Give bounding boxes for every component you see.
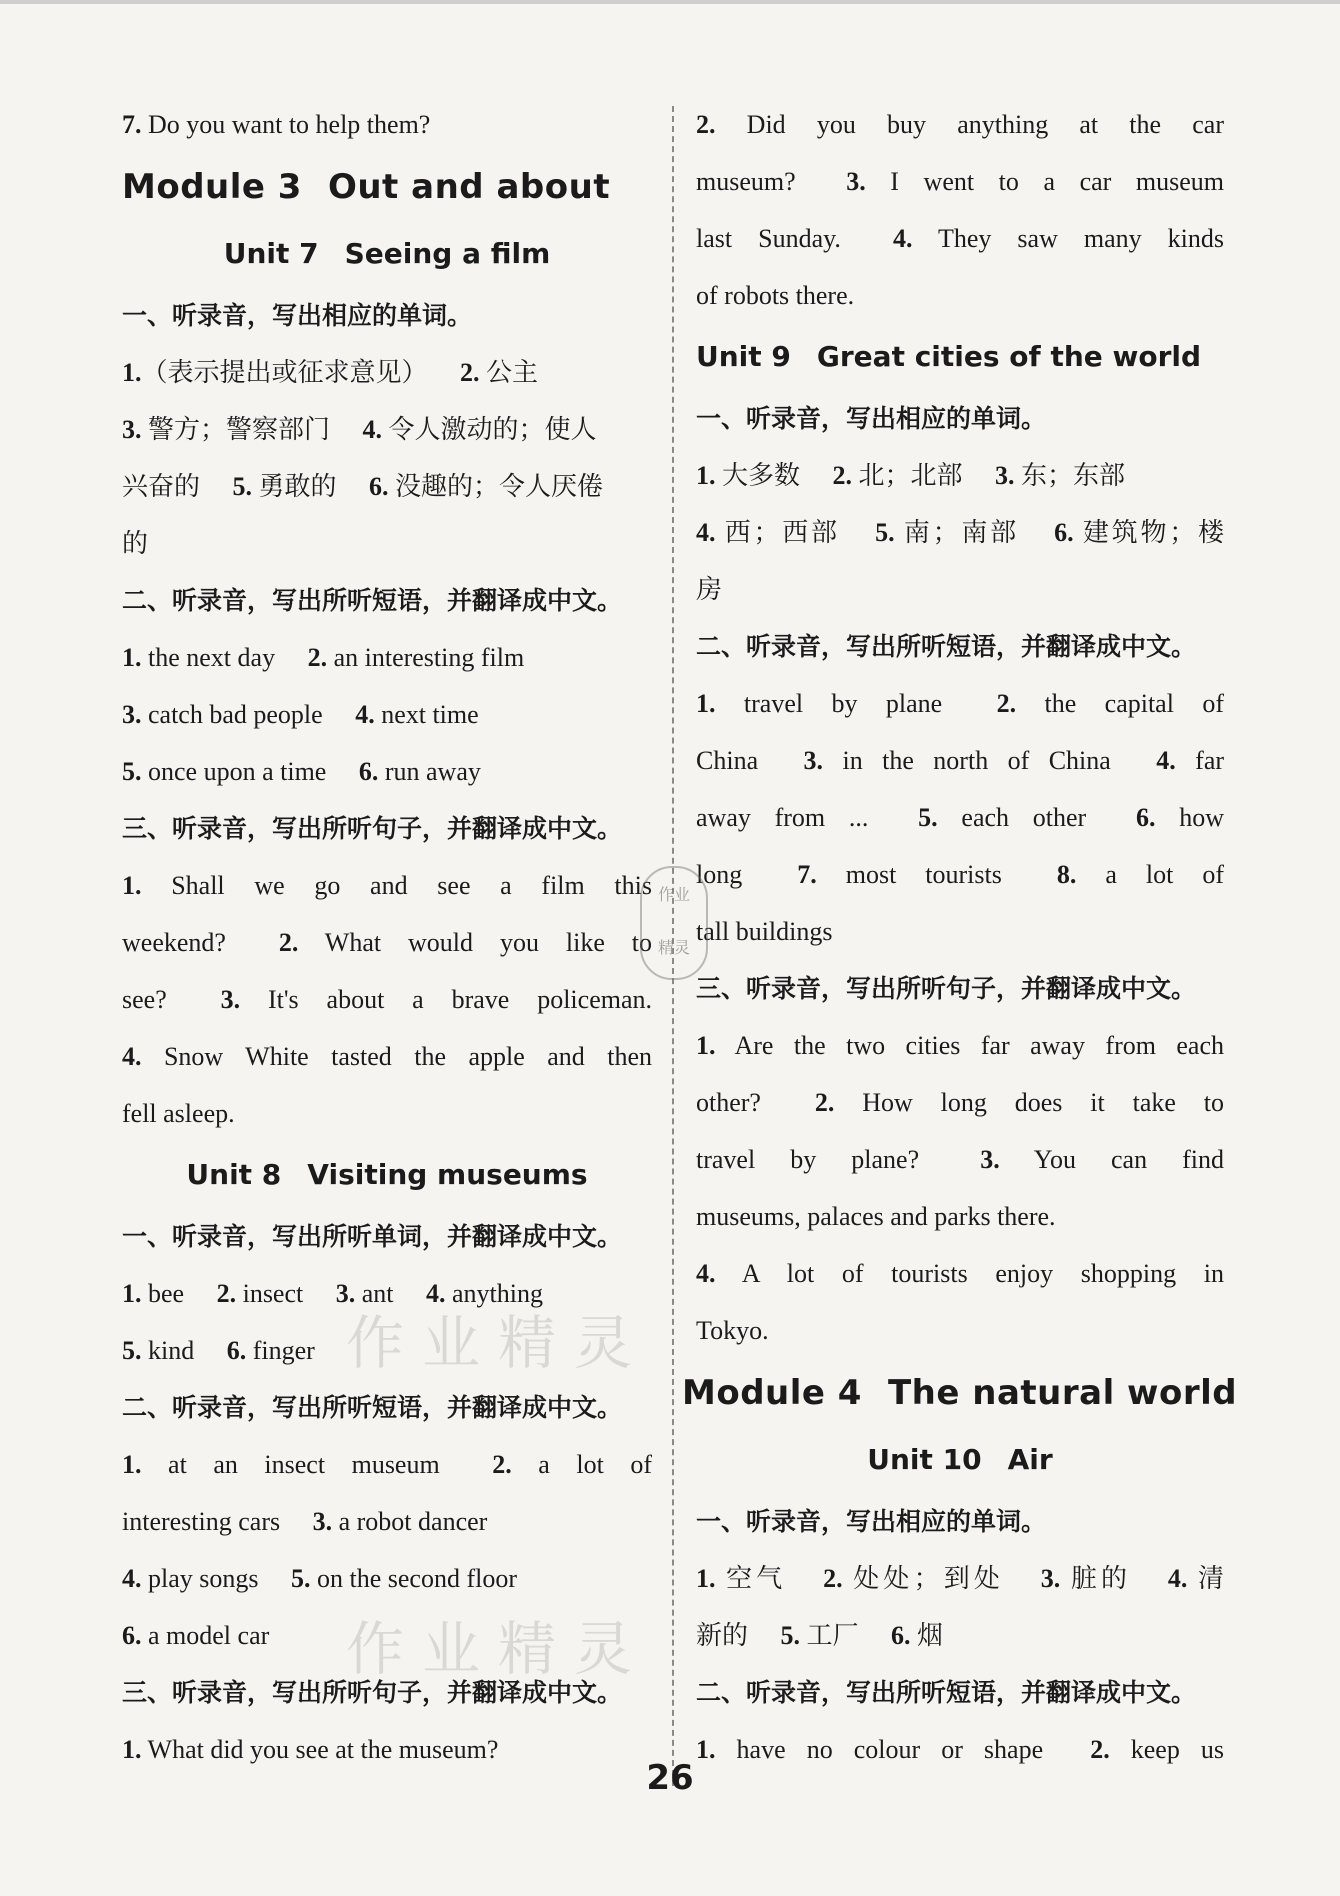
item-number: 6.	[1054, 518, 1074, 547]
item-text: next time	[374, 700, 479, 729]
item-text: They saw many kinds	[912, 224, 1224, 253]
answer-line	[696, 846, 1224, 903]
item-text: 南；南部	[894, 518, 1019, 547]
item-number: 1.	[696, 689, 716, 718]
item-text: 警方；警察部门	[141, 415, 331, 444]
item-text: 空气	[715, 1564, 787, 1593]
answer-line	[696, 1550, 1224, 1607]
item-text: 清	[1187, 1564, 1224, 1593]
item-text: （表示提出或征求意见）	[141, 358, 428, 387]
item-text: You can find	[999, 1145, 1224, 1174]
item-text: Shall we go and see a film this	[141, 871, 652, 900]
item-text: the capital of	[1016, 689, 1224, 718]
answer-block	[122, 344, 652, 572]
item-text: at an insect museum	[141, 1450, 440, 1479]
item-text: 新的	[696, 1621, 749, 1650]
item-text: 令人激动的；使人	[382, 415, 597, 444]
section-title: 二、听录音，写出所听短语，并翻译成中文。	[122, 586, 623, 615]
item-text: Did you buy anything at the car	[715, 110, 1224, 139]
answer-line	[696, 447, 1224, 504]
item-number: 4.	[892, 224, 913, 253]
item-number: 5.	[291, 1564, 311, 1593]
item-text: 的	[122, 529, 149, 558]
item-number: 2.	[307, 643, 328, 672]
item-text: a lot of	[1076, 860, 1224, 889]
item-text: last Sunday.	[696, 224, 841, 253]
item-number: 4.	[696, 518, 716, 547]
item-text: of robots there.	[696, 281, 855, 310]
item-text: each other	[937, 803, 1087, 832]
item-text: travel by plane?	[696, 1145, 920, 1174]
answer-line	[122, 1550, 652, 1607]
section-title: 三、听录音，写出所听句子，并翻译成中文。	[696, 974, 1197, 1003]
answer-line	[696, 1074, 1224, 1131]
answer-block	[696, 96, 1224, 324]
item-number: 3.	[312, 1507, 333, 1536]
unit-heading: Unit 9 Great cities of the world	[696, 340, 1202, 373]
item-number: 3.	[1040, 1564, 1061, 1593]
item-text: A lot of tourists enjoy shopping in	[715, 1259, 1224, 1288]
item-number: 2.	[278, 928, 299, 957]
answer-line	[696, 153, 1224, 210]
item-text: 没趣的；令人厌倦	[388, 472, 604, 501]
answer-line	[122, 1493, 652, 1550]
answer-line	[696, 1017, 1224, 1074]
item-text: a lot of	[511, 1450, 652, 1479]
item-text: 北；北部	[852, 461, 963, 490]
item-text: 勇敢的	[252, 472, 337, 501]
answer-line	[696, 96, 1224, 153]
item-text: have no colour or shape	[715, 1735, 1044, 1764]
item-number: 1.	[122, 1450, 142, 1479]
item-number: 2.	[832, 461, 853, 490]
item-number: 1.	[696, 1735, 716, 1764]
item-text: I went to a car museum	[865, 167, 1224, 196]
answer-line	[696, 732, 1224, 789]
item-number: 4.	[362, 415, 383, 444]
item-text: far	[1175, 746, 1224, 775]
item-text: kind	[141, 1336, 195, 1365]
item-text: play songs	[141, 1564, 259, 1593]
item-text: 兴奋的	[122, 472, 201, 501]
item-number: 6.	[122, 1621, 142, 1650]
item-text: 烟	[910, 1621, 944, 1650]
item-text: It's about a brave policeman.	[240, 985, 652, 1014]
page-top-rule	[0, 0, 1340, 4]
item-text: long	[696, 860, 743, 889]
page-number: 26	[646, 1758, 694, 1798]
section-title: 一、听录音，写出相应的单词。	[122, 301, 473, 330]
answer-line	[122, 458, 652, 515]
item-text: 公主	[479, 358, 539, 387]
left-column	[122, 96, 652, 1778]
unit-heading: Unit 7 Seeing a film	[223, 237, 551, 270]
item-text: Are the two cities far away from each	[715, 1031, 1224, 1060]
item-text: 东；东部	[1014, 461, 1126, 490]
answer-line	[696, 561, 1224, 618]
section-title: 一、听录音，写出相应的单词。	[696, 404, 1047, 433]
item-text: 处处；到处	[842, 1564, 1005, 1593]
answer-line	[122, 1436, 652, 1493]
unit-heading: Unit 10 Air	[867, 1443, 1053, 1476]
item-number: 5.	[918, 803, 938, 832]
answer-line	[696, 1302, 1224, 1359]
item-text: 建筑物；楼	[1073, 518, 1224, 547]
item-text: away from ...	[696, 803, 869, 832]
item-text: in the north of China	[823, 746, 1111, 775]
item-text: most tourists	[816, 860, 1002, 889]
section-title: 二、听录音，写出所听短语，并翻译成中文。	[696, 632, 1197, 661]
item-number: 5.	[232, 472, 253, 501]
answer-line	[696, 1607, 1224, 1664]
unit-heading: Unit 8 Visiting museums	[186, 1158, 588, 1191]
answer-block	[696, 675, 1224, 960]
answer-line	[122, 515, 652, 572]
item-text: 西；西部	[715, 518, 840, 547]
item-number: 2.	[996, 689, 1017, 718]
item-text: museums, palaces and parks there.	[696, 1202, 1056, 1231]
item-number: 1.	[696, 1564, 716, 1593]
item-text: see?	[122, 985, 167, 1014]
item-text: bee	[141, 1279, 185, 1308]
item-number: 1.	[696, 461, 716, 490]
item-text: weekend?	[122, 928, 226, 957]
item-number: 3.	[846, 167, 866, 196]
answer-line	[696, 210, 1224, 267]
item-text: once upon a time	[141, 757, 327, 786]
watermark-stamp: 作业 精灵	[640, 866, 708, 980]
section-title: 一、听录音，写出所听单词，并翻译成中文。	[122, 1222, 623, 1251]
item-text: other?	[696, 1088, 761, 1117]
answer-line	[696, 675, 1224, 732]
item-number: 1.	[122, 643, 142, 672]
item-number: 6.	[1135, 803, 1156, 832]
answer-line	[696, 789, 1224, 846]
module-heading: Module 3 Out and about	[122, 167, 611, 207]
item-number: 3.	[803, 746, 824, 775]
item-number: 1.	[122, 1279, 142, 1308]
item-number: 2.	[814, 1088, 835, 1117]
item-text: What would you like to	[298, 928, 652, 957]
answer-line	[696, 903, 1224, 960]
item-number: 2.	[216, 1279, 237, 1308]
answer-line	[696, 504, 1224, 561]
item-text: insect	[236, 1279, 304, 1308]
answer-line	[696, 1245, 1224, 1302]
item-number: 2.	[823, 1564, 843, 1593]
item-number: 1.	[122, 358, 142, 387]
answer-line	[122, 344, 652, 401]
item-text: a robot dancer	[332, 1507, 488, 1536]
section-title: 二、听录音，写出所听短语，并翻译成中文。	[122, 1393, 623, 1422]
answer-line	[122, 686, 652, 743]
item-text: 大多数	[715, 461, 801, 490]
item-number: 5.	[122, 757, 142, 786]
item-number: 4.	[696, 1259, 716, 1288]
item-number: 6.	[358, 757, 379, 786]
item-number: 2.	[460, 358, 480, 387]
item-text: 脏的	[1060, 1564, 1132, 1593]
item-text: anything	[445, 1279, 544, 1308]
right-column	[682, 96, 1238, 1778]
item-number: 4.	[122, 1042, 142, 1071]
item-number: 3.	[995, 461, 1015, 490]
item-text: How long does it take to	[834, 1088, 1224, 1117]
item-text: China	[696, 746, 759, 775]
item-number: 2.	[696, 110, 716, 139]
answer-line	[122, 971, 652, 1028]
item-text: a model car	[141, 1621, 270, 1650]
item-text: Tokyo.	[696, 1316, 769, 1345]
answer-line	[122, 629, 652, 686]
item-text: Snow White tasted the apple and then	[141, 1042, 652, 1071]
section-title: 三、听录音，写出所听句子，并翻译成中文。	[122, 814, 623, 843]
item-number: 5.	[780, 1621, 801, 1650]
item-text: What did you see at the museum?	[141, 1735, 499, 1764]
item-number: 1.	[122, 871, 142, 900]
item-number: 2.	[1090, 1735, 1110, 1764]
item-text: keep us	[1109, 1735, 1224, 1764]
item-text: finger	[246, 1336, 315, 1365]
module-heading: Module 4 The natural world	[682, 1373, 1238, 1413]
item-number: 4.	[1167, 1564, 1188, 1593]
answer-block	[122, 629, 652, 800]
item-text: catch bad people	[141, 700, 323, 729]
item-number: 5.	[122, 1336, 142, 1365]
watermark: 作业精灵	[346, 1615, 651, 1683]
answer-line	[122, 857, 652, 914]
item-text: an interesting film	[327, 643, 525, 672]
item-text: travel by plane	[715, 689, 943, 718]
item-number: 3.	[335, 1279, 356, 1308]
item-number: 3.	[980, 1145, 1000, 1174]
answer-block	[696, 447, 1224, 618]
item-number: 8.	[1056, 860, 1077, 889]
item-text: the next day	[141, 643, 276, 672]
item-text: on the second floor	[310, 1564, 518, 1593]
item-number: 3.	[122, 700, 142, 729]
item-number: 6.	[226, 1336, 247, 1365]
item-text: museum?	[696, 167, 796, 196]
item-text: 工厂	[800, 1621, 859, 1650]
answer-line	[696, 1131, 1224, 1188]
item-number: 4.	[122, 1564, 142, 1593]
item-number: 3.	[220, 985, 241, 1014]
item-number: 2.	[492, 1450, 512, 1479]
item-text: interesting cars	[122, 1507, 281, 1536]
answer-block	[122, 857, 652, 1142]
item-text: how	[1155, 803, 1224, 832]
answer-line	[696, 1188, 1224, 1245]
answer-line	[696, 267, 1224, 324]
section-title: 一、听录音，写出相应的单词。	[696, 1507, 1047, 1536]
answer-line	[122, 914, 652, 971]
answer-block	[696, 1550, 1224, 1664]
item-number: 4.	[1156, 746, 1176, 775]
item-number: 4.	[355, 700, 375, 729]
item-text: run away	[378, 757, 481, 786]
item-text: tall buildings	[696, 917, 833, 946]
item-number: 1.	[122, 1735, 142, 1764]
item-number: 1.	[696, 1031, 716, 1060]
item-number: 3.	[122, 415, 142, 444]
answer-block	[696, 1017, 1224, 1359]
answer-line	[122, 1085, 652, 1142]
answer-line	[122, 743, 652, 800]
item-number: 7.	[797, 860, 817, 889]
answer-line	[122, 401, 652, 458]
watermark: 作业精灵	[346, 1309, 651, 1377]
answer-line	[122, 1028, 652, 1085]
item-number: 6.	[891, 1621, 911, 1650]
item-text: fell asleep.	[122, 1099, 235, 1128]
section-title: 三、听录音，写出所听句子，并翻译成中文。	[122, 1678, 623, 1707]
item-number: 6.	[369, 472, 389, 501]
item-text: ant	[355, 1279, 394, 1308]
item-number: 5.	[875, 518, 895, 547]
section-title: 二、听录音，写出所听短语，并翻译成中文。	[696, 1678, 1197, 1707]
answer-line: 7. Do you want to help them?	[122, 110, 431, 139]
item-number: 4.	[426, 1279, 446, 1308]
item-text: 房	[696, 575, 723, 604]
